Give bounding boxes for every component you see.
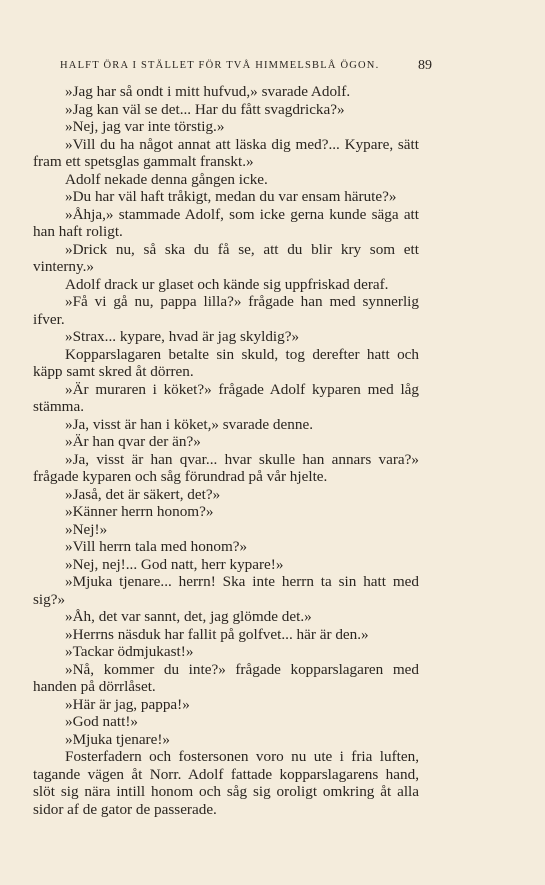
paragraph: »Du har väl haft tråkigt, medan du var ensam härute?» bbox=[65, 188, 397, 205]
paragraph: »Nå, kommer du inte?» frågade kopparslagaren med handen på dörrlåset. bbox=[33, 660, 419, 695]
paragraph: »Tackar ödmjukast!» bbox=[65, 643, 194, 660]
paragraph: »Strax... kypare, hvad är jag skyldig?» bbox=[65, 328, 300, 345]
paragraph: »Åhja,» stammade Adolf, som icke gerna kunde säga att han haft roligt. bbox=[33, 205, 419, 240]
page-number: 89 bbox=[418, 58, 432, 73]
paragraph: Kopparslagaren betalte sin skuld, tog derefter hatt och käpp samt skred åt dörren. bbox=[33, 345, 419, 380]
paragraph: »Ja, visst är han i köket,» svarade denne. bbox=[65, 415, 313, 433]
paragraph: »Vill herrn tala med honom?» bbox=[65, 538, 248, 555]
running-header: HALFT ÖRA I STÄLLET FÖR TVÅ HIMMELSBLÅ ÖGON. bbox=[60, 60, 380, 71]
paragraph: »Herrns näsduk har fallit på golfvet... här är den.» bbox=[65, 625, 369, 643]
paragraph: »God natt!» bbox=[65, 713, 138, 730]
paragraph: »Åh, det var sannt, det, jag glömde det.» bbox=[65, 608, 312, 625]
paragraph: »Jag har så ondt i mitt hufvud,» svarade Adolf. bbox=[65, 83, 351, 100]
paragraph: »Mjuka tjenare... herrn! Ska inte herrn ta sin hatt med sig?» bbox=[33, 573, 419, 608]
paragraph: »Nej, jag var inte törstig.» bbox=[65, 118, 225, 135]
paragraph: »Känner herrn honom?» bbox=[65, 503, 214, 520]
paragraph: Adolf drack ur glaset och kände sig uppfriskad deraf. bbox=[65, 275, 389, 293]
paragraph: »Vill du ha något annat att läska dig med?... Kypare, sätt fram ett spetsglas gammalt franskt.» bbox=[33, 135, 419, 170]
paragraph: »Här är jag, pappa!» bbox=[65, 695, 190, 713]
paragraph: Fosterfadern och fostersonen voro nu ute i fria luften, tagande vägen åt Norr. Adolf fattade kopparslagarens hand, slöt sig nära intill honom och såg sig oroligt omkring åt alla sidor af de gator de passerade. bbox=[33, 748, 419, 818]
paragraph: »Nej!» bbox=[65, 520, 108, 538]
paragraph: »Nej, nej!... God natt, herr kypare!» bbox=[65, 555, 284, 573]
paragraph: »Är muraren i köket?» frågade Adolf kyparen med låg stämma. bbox=[33, 380, 419, 415]
paragraph: »Ja, visst är han qvar... hvar skulle han annars vara?» frågade kyparen och såg förundrad på vår hjelte. bbox=[33, 450, 419, 485]
paragraph: »Är han qvar der än?» bbox=[65, 433, 201, 450]
paragraph: »Få vi gå nu, pappa lilla?» frågade han med synnerlig ifver. bbox=[33, 293, 419, 328]
paragraph: »Jag kan väl se det... Har du fått svagdricka?» bbox=[65, 100, 345, 118]
paragraph: »Drick nu, så ska du få se, att du blir kry som ett vinterny.» bbox=[33, 240, 419, 275]
paragraph: Adolf nekade denna gången icke. bbox=[65, 170, 268, 188]
paragraph: »Jaså, det är säkert, det?» bbox=[65, 485, 221, 503]
paragraph: »Mjuka tjenare!» bbox=[65, 730, 171, 748]
page-body bbox=[33, 83, 419, 818]
